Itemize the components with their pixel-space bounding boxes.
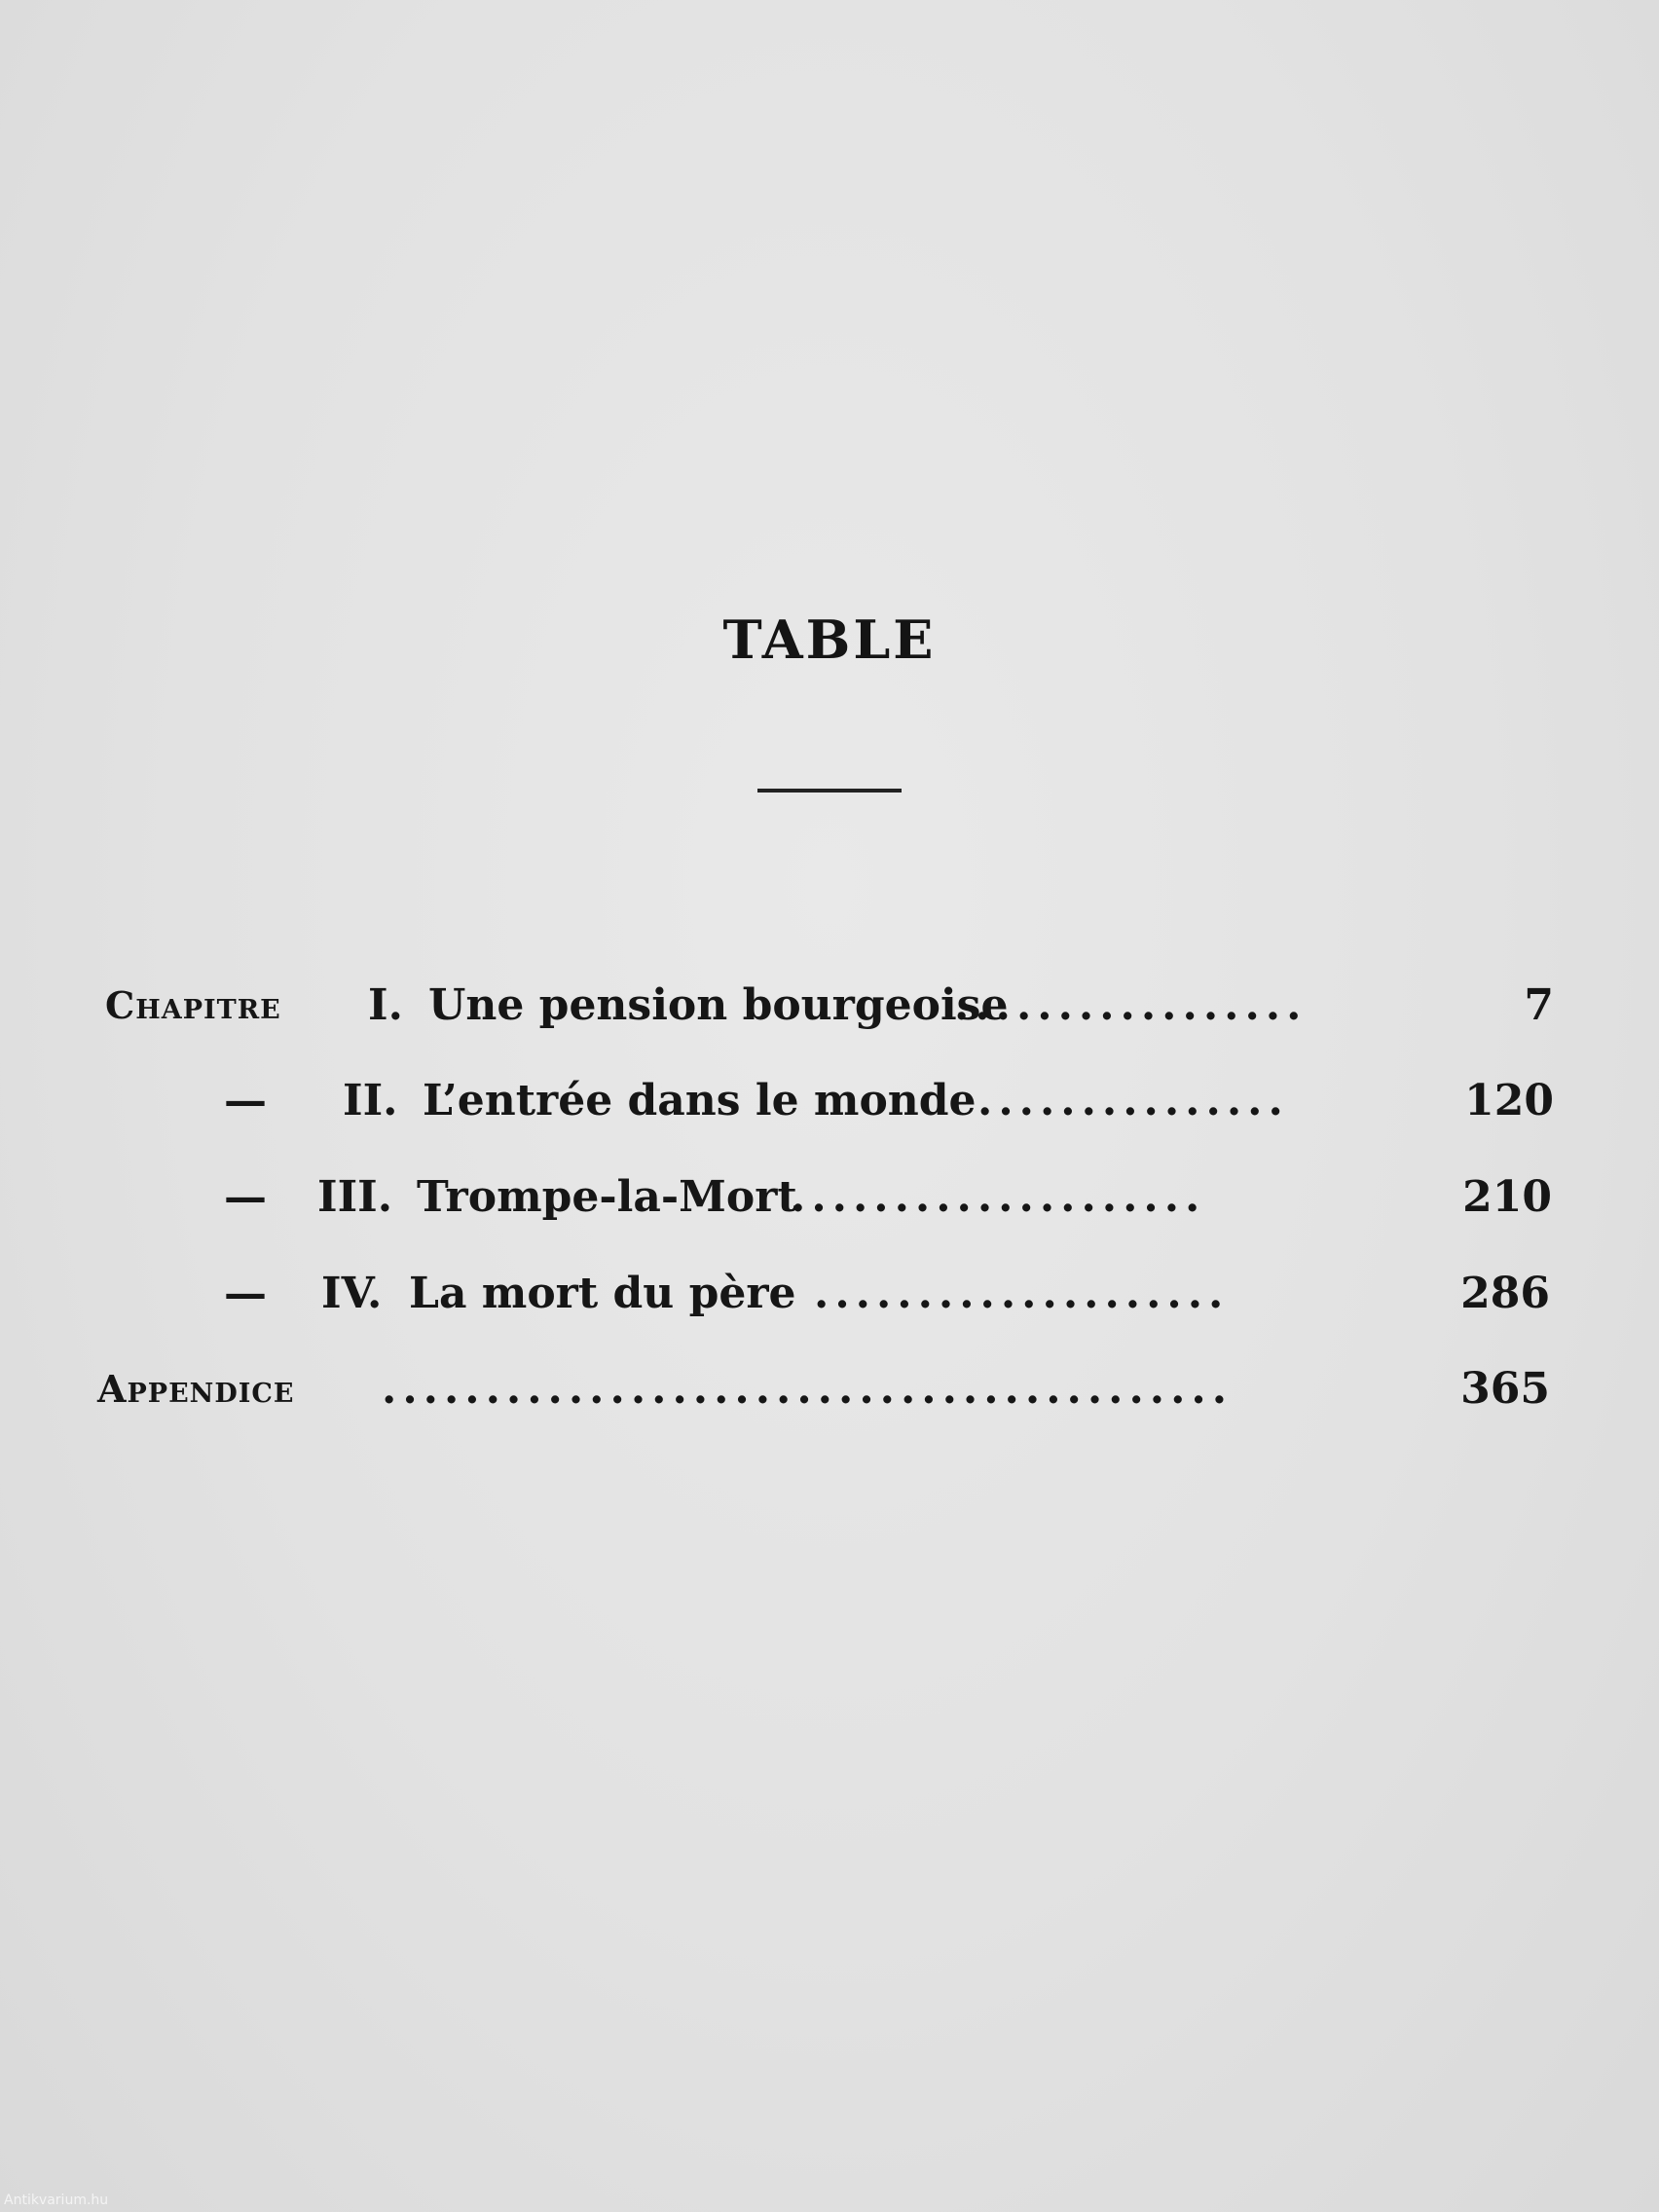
entry-leaders: ......................................... xyxy=(382,1364,1234,1414)
title-rule xyxy=(757,789,902,793)
entry-leaders: .................... xyxy=(814,1269,1230,1318)
entry-numeral: I. xyxy=(368,980,403,1030)
watermark: Antikvarium.hu xyxy=(4,2193,109,2208)
toc-entry xyxy=(0,1260,1659,1328)
toc-entry xyxy=(0,1163,1659,1232)
entry-prefix: Appendice xyxy=(97,1367,295,1411)
page-title: TABLE xyxy=(722,608,937,671)
entry-page-number: 120 xyxy=(1464,1076,1554,1125)
entry-numeral: III. xyxy=(317,1172,393,1222)
entry-prefix: — xyxy=(224,1269,267,1318)
toc-entry xyxy=(0,1067,1659,1135)
toc-entry xyxy=(0,972,1659,1040)
entry-numeral: II. xyxy=(343,1076,398,1125)
toc-entry xyxy=(0,1355,1659,1423)
entry-page-number: 210 xyxy=(1462,1172,1552,1222)
entry-leaders: .................... xyxy=(791,1172,1206,1222)
entry-title: Une pension bourgeoise xyxy=(428,980,1009,1030)
entry-leaders: ................. xyxy=(954,980,1308,1030)
entry-title: L’entrée dans le monde xyxy=(423,1076,977,1125)
entry-prefix: — xyxy=(224,1172,267,1222)
entry-leaders: ............... xyxy=(977,1076,1289,1125)
entry-page-number: 365 xyxy=(1460,1364,1550,1414)
entry-title: La mort du père xyxy=(409,1269,796,1318)
entry-prefix: Chapitre xyxy=(105,983,281,1027)
entry-title: Trompe-la-Mort xyxy=(417,1172,797,1222)
entry-page-number: 286 xyxy=(1460,1269,1550,1318)
entry-prefix: — xyxy=(224,1076,267,1125)
entry-numeral: IV. xyxy=(321,1269,383,1318)
entry-page-number: 7 xyxy=(1524,980,1554,1030)
